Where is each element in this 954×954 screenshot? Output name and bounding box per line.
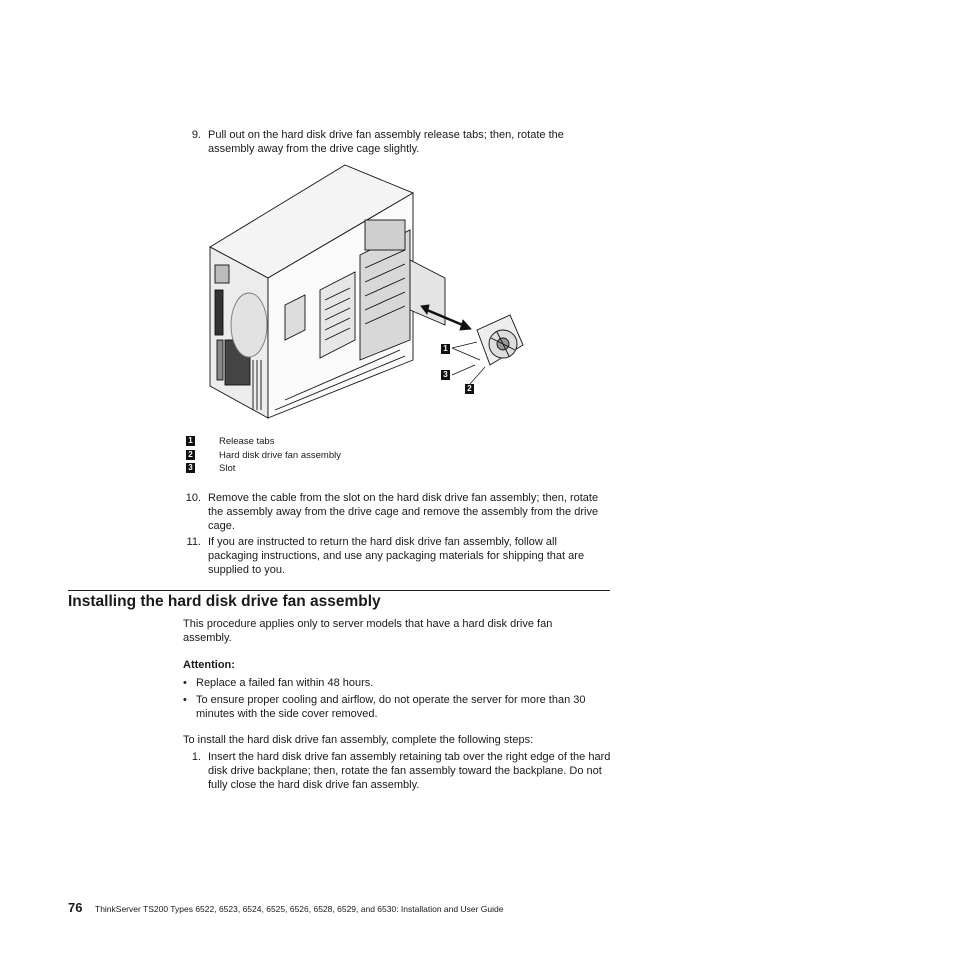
step-text: If you are instructed to return the hard disk drive fan assembly, follow all packaging instructions, and use any packaging materials for shipping that are supplied to you. <box>208 536 585 576</box>
attention-label: Attention: <box>183 659 235 671</box>
callout-3: 3 <box>441 370 450 380</box>
callout-2: 2 <box>465 384 474 394</box>
step-number: 10. <box>185 492 201 504</box>
bullet-marker: • <box>183 694 187 706</box>
server-diagram <box>205 160 530 422</box>
step-text: Insert the hard disk drive fan assembly retaining tab over the right edge of the hard disk drive backplane; then, rotate the fan assembly toward the backplane. Do not fully close the hard disk drive fan assembly. <box>208 751 611 791</box>
legend-number: 3 <box>186 463 195 473</box>
bullet-text: To ensure proper cooling and airflow, do not operate the server for more than 30 minutes with the side cover removed. <box>196 694 586 720</box>
callout-1: 1 <box>441 344 450 354</box>
step-number: 9. <box>191 129 201 141</box>
section-divider <box>68 590 610 591</box>
legend-number: 1 <box>186 436 195 446</box>
bullet-marker: • <box>183 677 187 689</box>
step-text: Pull out on the hard disk drive fan assembly release tabs; then, rotate the assembly away from the drive cage slightly. <box>208 129 564 155</box>
legend-label: Hard disk drive fan assembly <box>219 450 341 461</box>
section-intro: This procedure applies only to server models that have a hard disk drive fan assembly. <box>183 618 553 644</box>
bullet-text: Replace a failed fan within 48 hours. <box>196 677 374 689</box>
legend-number: 2 <box>186 450 195 460</box>
step-number: 11. <box>186 536 201 548</box>
section-title: Installing the hard disk drive fan assembly <box>68 593 381 610</box>
step-text: Remove the cable from the slot on the hard disk drive fan assembly; then, rotate the assembly away from the drive cage and remove the assembly from the drive cage. <box>208 492 599 532</box>
step-number: 1. <box>191 751 201 763</box>
legend-label: Slot <box>219 463 236 474</box>
footer-title: ThinkServer TS200 Types 6522, 6523, 6524, 6525, 6526, 6528, 6529, and 6530: Installation and User Guide <box>95 904 504 914</box>
page-number: 76 <box>68 900 83 915</box>
figure-server-fan-assembly <box>205 160 530 422</box>
steps-lead: To install the hard disk drive fan assembly, complete the following steps: <box>183 734 534 746</box>
legend-label: Release tabs <box>219 436 275 447</box>
